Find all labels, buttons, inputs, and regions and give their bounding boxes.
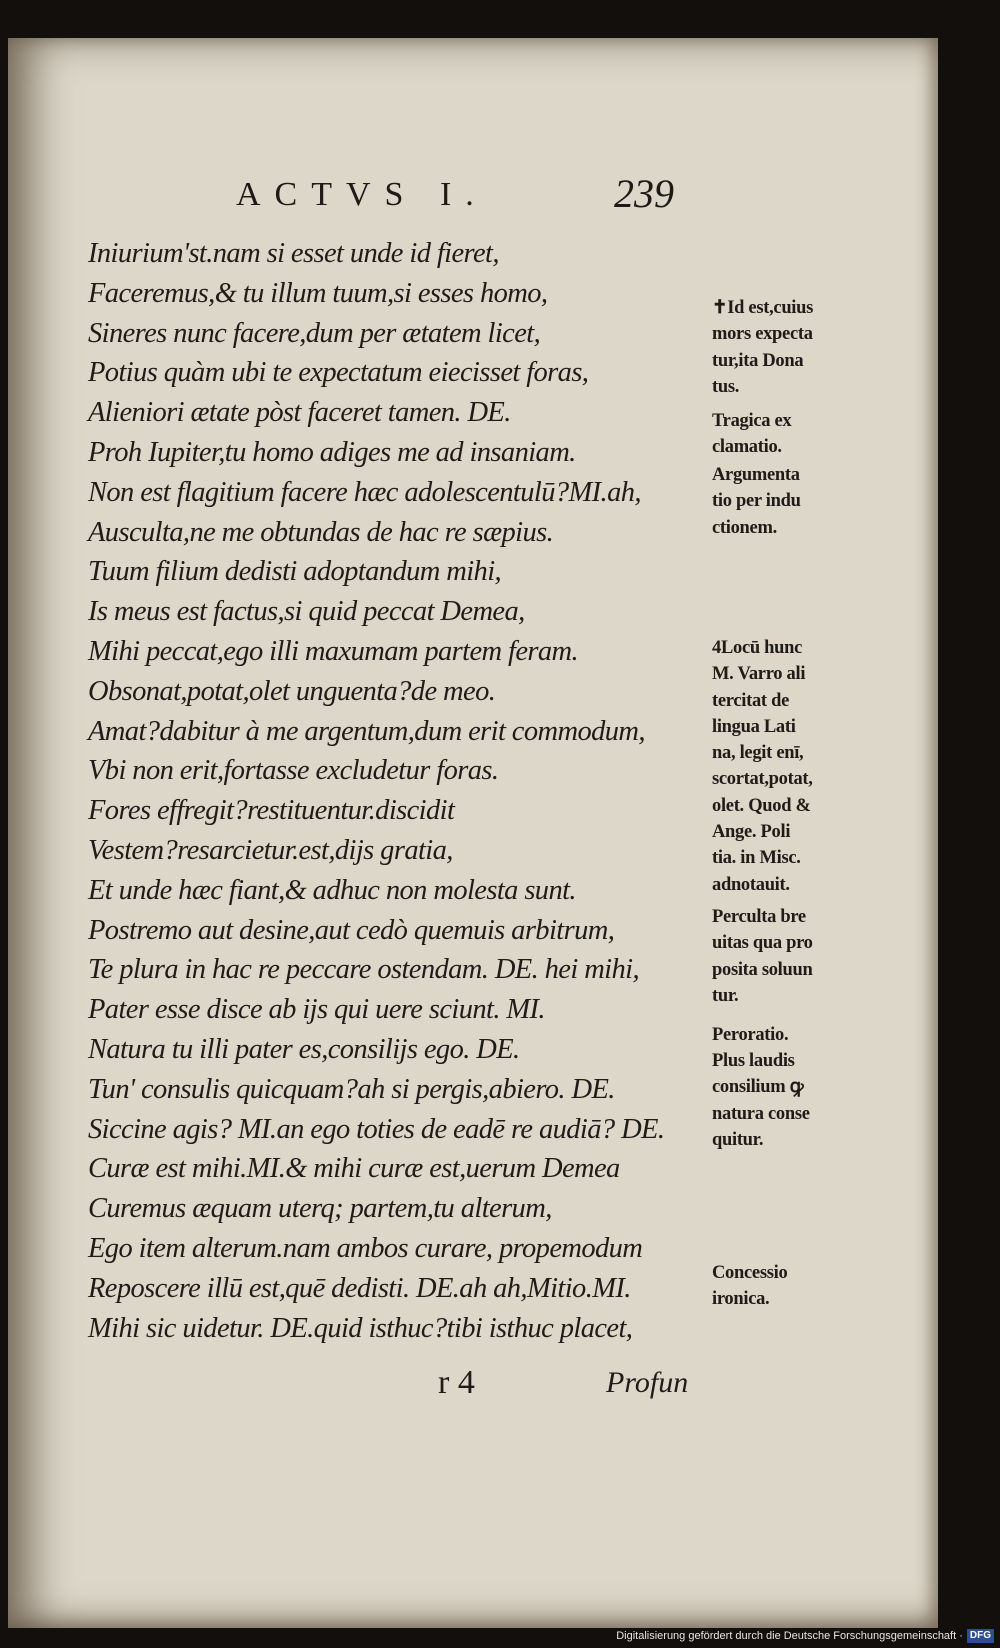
verse-line: Reposcere illū est,quē dedisti. DE.ah ah,Mitio.MI. [88,1272,631,1304]
verse-line: Alieniori ætate pòst faceret tamen. DE. [88,397,511,429]
marginal-note: 4Locū hunc M. Varro ali tercitat de lingua Lati na, legit enī, scortat,potat, olet. Quod & Ange. Poli tia. in Misc. adnotauit. [712,638,813,895]
marginal-note: Plus laudis consilium ꝙ natura conse quitur. [712,1051,810,1150]
verse-line: Et unde hæc fiant,& adhuc non molesta sunt. [88,874,576,906]
verse-line: Pater esse disce ab ijs qui uere sciunt. MI. [88,994,545,1026]
marginal-note: Peroratio. [712,1025,789,1045]
verse-line: Curæ est mihi.MI.& mihi curæ est,uerum Demea [88,1153,620,1185]
verse-line: Ausculta,ne me obtundas de hac re sæpius. [88,516,554,548]
verse-line: Fores effregit?restituentur.discidit [88,795,455,827]
verse-line: Sineres nunc facere,dum per ætatem licet, [88,317,541,349]
verse-line: Vbi non erit,fortasse excludetur foras. [88,755,499,787]
marginal-note: Concessio ironica. [712,1263,788,1310]
running-title: ACTVS I. [236,176,488,213]
verse-line: Mihi sic uidetur. DE.quid isthuc?tibi isthuc placet, [88,1312,633,1344]
credit-text: Digitalisierung gefördert durch die Deutsche Forschungsgemeinschaft · [616,1630,963,1642]
verse-line: Ego item alterum.nam ambos curare, propemodum [88,1232,643,1264]
verse-line: Potius quàm ubi te expectatum eiecisset foras, [88,357,589,389]
verse-line: Obsonat,potat,olet unguenta?de meo. [88,675,496,707]
marginal-note: ✝Id est,cuius mors expecta tur,ita Dona tus. [712,298,814,397]
verse-line: Postremo aut desine,aut cedò quemuis arbitrum, [88,914,615,946]
verse-line: Te plura in hac re peccare ostendam. DE. hei mihi, [88,954,639,986]
verse-line: Faceremus,& tu illum tuum,si esses homo, [88,277,548,309]
marginal-note: Argumenta tio per indu ctionem. [712,465,801,538]
marginal-note: Tragica ex clamatio. [712,411,792,458]
verse-line: Non est flagitium facere hæc adolescentulū?MI.ah, [88,476,641,508]
catchword: Profun [606,1366,689,1399]
page-header [236,170,706,226]
verse-line: Natura tu illi pater es,consilijs ego. DE. [88,1033,520,1065]
signature-mark: r 4 [438,1364,475,1401]
page-number: 239 [614,171,674,216]
verse-line: Siccine agis? MI.an ego toties de eadē re audiā? DE. [88,1113,665,1145]
verse-line: Is meus est factus,si quid peccat Demea, [88,596,525,628]
verse-line: Iniurium'st.nam si esset unde id fieret, [88,238,499,269]
verse-line: Vestem?resarcietur.est,dijs gratia, [88,834,453,866]
marginal-note: Perculta bre uitas qua pro posita soluun tur. [712,907,813,1006]
verse-line: Tuum filium dedisti adoptandum mihi, [88,556,502,588]
verse-line: Curemus æquam uterq; partem,tu alterum, [88,1193,552,1225]
verse-line: Mihi peccat,ego illi maxumam partem feram. [88,635,579,667]
verse-line: Amat?dabitur à me argentum,dum erit commodum, [88,715,645,747]
digitization-credit [616,1628,994,1644]
verse-text-block [88,234,708,1348]
verse-line: Proh Iupiter,tu homo adiges me ad insaniam. [88,436,576,468]
page-footer [438,1364,738,1408]
dfg-logo[interactable]: DFG [967,1629,994,1643]
verse-line: Tun' consulis quicquam?ah si pergis,abiero. DE. [88,1073,615,1105]
book-page [8,38,938,1628]
